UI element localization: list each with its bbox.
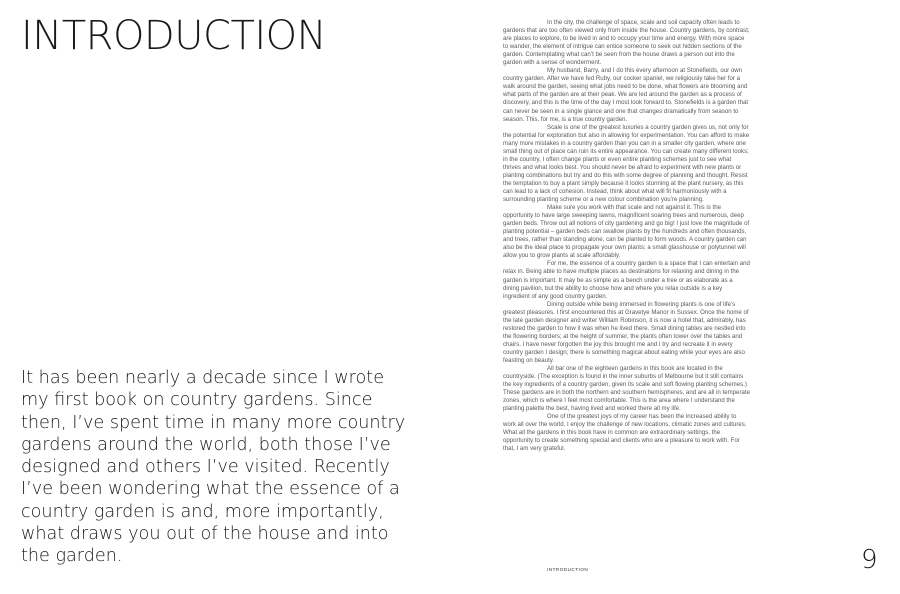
body-text [503, 19, 750, 454]
body-paragraph: One of the greatest joys of my career has been the increased ability to work all over the world. I enjoy the challenge of new locations, climatic zones and cultures. What all the gardens in this book have in common are extraordinary settings, the opportunity to create something special and clients who are a pleasure to work with. For that, I am very grateful. [503, 413, 747, 453]
body-paragraph: My husband, Barry, and I do this every afternoon at Stonefields, our own country garden. After we have fed Ruby, our cocker spaniel, we religiously take her for a walk around the garden, seeing what jobs need to be done, what flowers are blooming and what parts of the garden are at their peak. We are led around the garden as a process of discovery, and this is the time of the day I most look forward to. Stonefields is a garden that can never be seen in a single glance and one that changes dramatically from season to season. This, for me, is a true country garden. [503, 67, 749, 123]
running-footer: INTRODUCTION [547, 567, 589, 572]
page-title: INTRODUCTION [21, 13, 327, 59]
intro-paragraph: It has been nearly a decade since I wrote my first book on country gardens. Since then, I’ve spent time in many more country gardens around the world, both those I’ve designed and others I’ve visited. Recently I’ve been wondering what the essence of a country garden is and, more importantly, what draws you out of the house and into the garden. [21, 368, 406, 567]
body-paragraph: Scale is one of the greatest luxuries a country garden gives us, not only for the potential for exploration but also in allowing for experimentation. You can afford to make many more mistakes in a country garden than you can in a smaller city garden, where one small thing out of place can ruin its entire appearance. You can create many different looks; in the country, I often change plants or even entire planting schemes just to see what thrives and what looks best. You should never be afraid to experiment with new plants or planting combinations but try and do this with some degree of planning and thought. Resist the temptation to buy a plant simply because it looks stunning at the plant nursery, as this can lead to a lack of cohesion. Instead, think about what will fit harmoniously with a surrounding planting scheme or a new colour combination you’re planning. [503, 123, 750, 204]
body-paragraph: Make sure you work with that scale and not against it. This is the opportunity to have large sweeping lawns, magnificent soaring trees and numerous, deep garden beds. Throw out all notions of city gardening and go big! I just love the magnitude of planting potential – garden beds can swallow plants by the hundreds and often thousands, and trees, rather than standing alone, can be planted to form woods. A country garden can also be the ideal place to propagate your own plants; a small glasshouse or polytunnel will allow you to grow plants at scale affordably. [503, 204, 750, 260]
body-paragraph: In the city, the challenge of space, scale and soil capacity often leads to gardens that are too often viewed only from inside the house. Country gardens, by contrast, are places to explore, to be lived in and to occupy your time and energy. With more space to wander, the element of intrigue can entice someone to seek out hidden sections of the garden. Contemplating what can’t be seen from the house draws a person out into the garden with a sense of wonderment. [503, 19, 750, 67]
body-paragraph: All bar one of the eighteen gardens in this book are located in the countryside. (The exception is found in the inner suburbs of Melbourne but it still contains the key ingredients of a country garden, given its scale and soft flowing planting schemes.) These gardens are in both the northern and southern hemispheres, and are all in temperate zones, which is where I feel most comfortable. This is the area where I understand the planting palette the best, having lived and worked there all my life. [503, 365, 750, 413]
body-paragraph: Dining outside while being immersed in flowering plants is one of life’s greatest pleasures. I first encountered this at Gravetye Manor in Sussex. Once the home of the late garden designer and writer William Robinson, it is now a hotel that, admirably, has restored the garden to how it was when he lived there. Small dining tables are nestled into the flowering borders; at the height of summer, the plants often tower over the tables and chairs. I have never forgotten the joy this brought me and I try and recreate it in every country garden I design; there is something magical about eating while your eyes are also feasting on beauty. [503, 300, 749, 364]
body-paragraph: For me, the essence of a country garden is a space that I can entertain and relax in. Being able to have multiple places as destinations for relaxing and dining in the garden is important. It may be as simple as a bench under a tree or as elaborate as a dining pavilion, but the ability to choose how and where you relax outside is a key ingredient of any good country garden. [503, 260, 750, 300]
page-number: 9 [861, 545, 878, 575]
